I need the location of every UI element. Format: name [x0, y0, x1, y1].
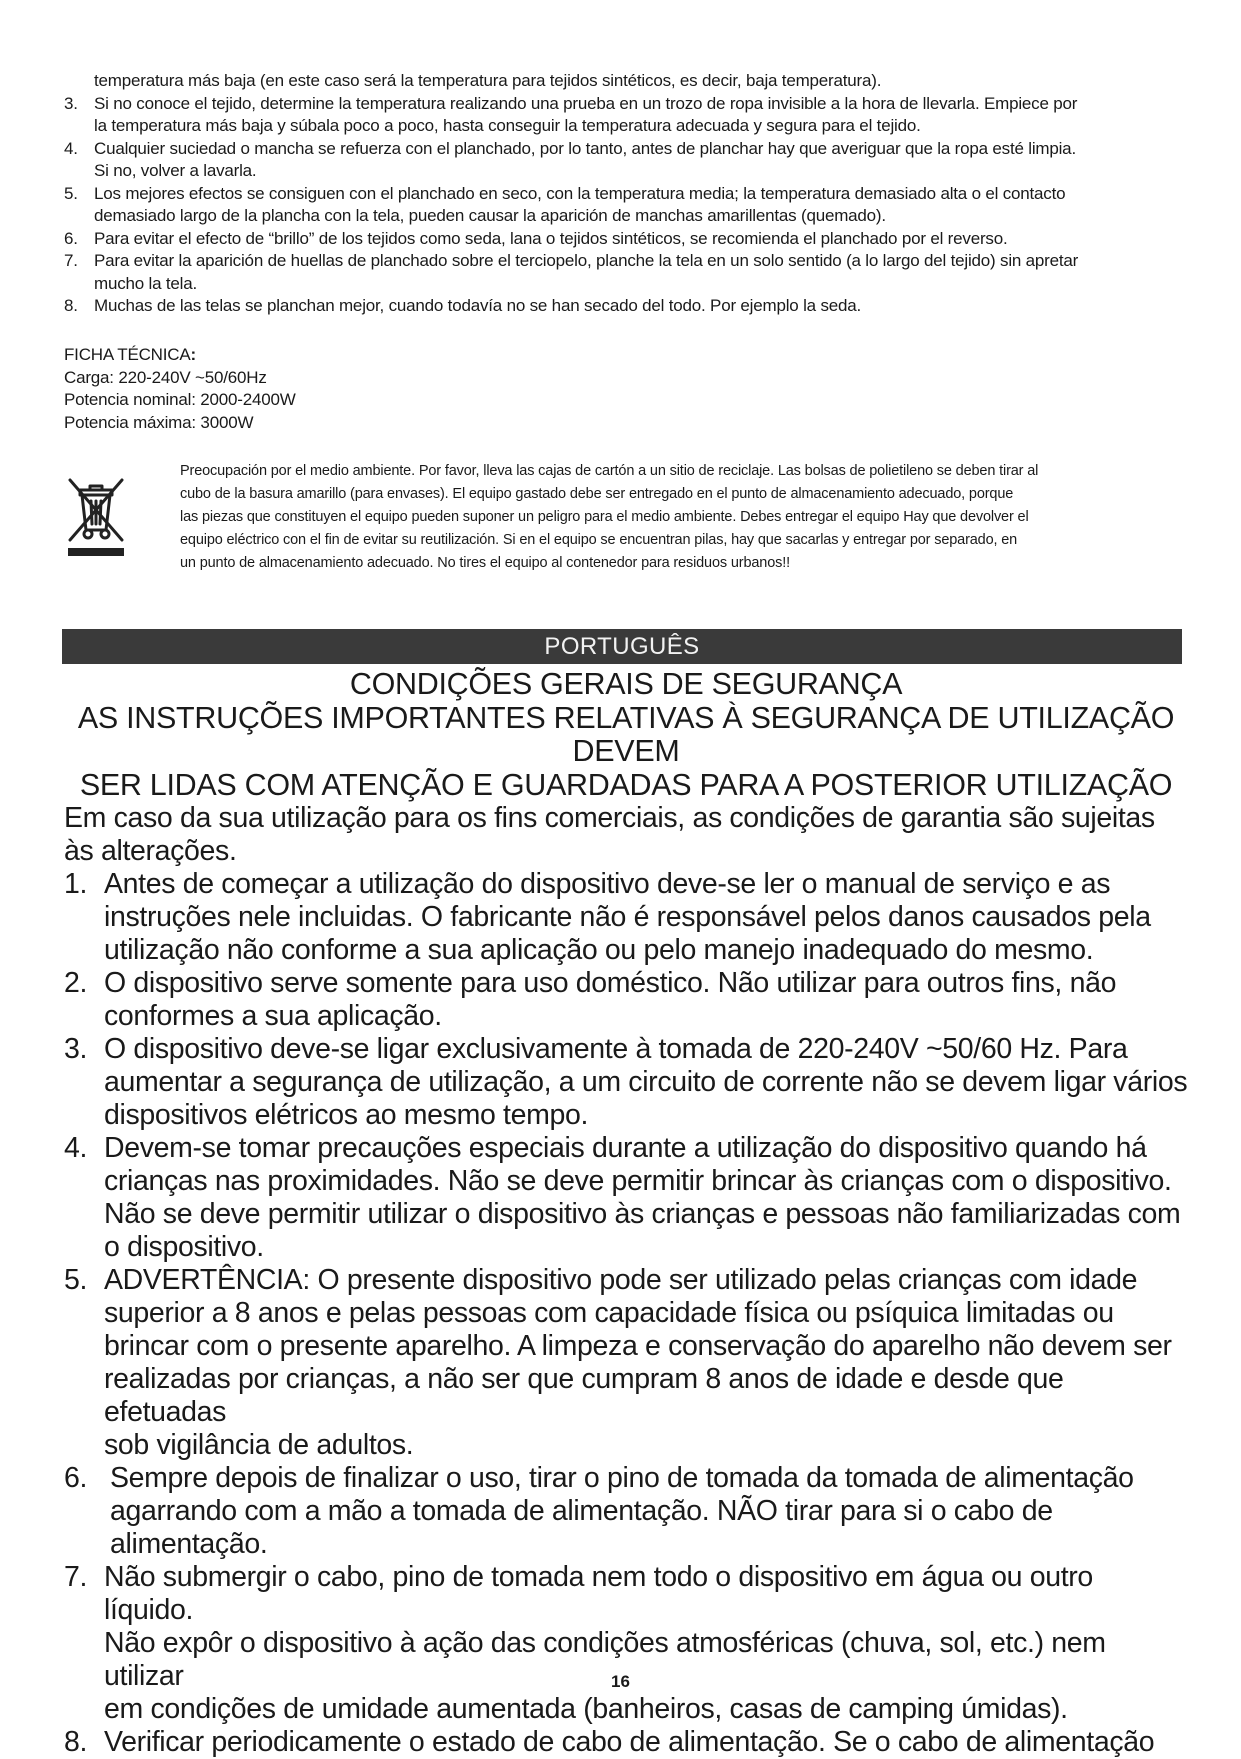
item-number: 8.	[64, 296, 78, 315]
list-item	[64, 1132, 1188, 1264]
item-line: Para evitar el efecto de “brillo” de los tejidos como seda, lana o tejidos sintéticos, se recomienda el planchado por el reverso.	[94, 228, 1008, 248]
notice-line: equipo eléctrico con el fin de evitar su reutilización. Si en el equipo se encuentran pilas, hay que sacarlas y entregar por separado, en	[180, 532, 1018, 548]
tech-sheet-line: Carga: 220-240V ~50/60Hz	[64, 367, 267, 387]
list-item	[64, 250, 1188, 295]
item-line: demasiado largo de la plancha con la tela, pueden causar la aparición de manchas amarillentas (quemado).	[94, 206, 886, 225]
item-number: 5.	[64, 183, 78, 203]
item-line: conformes a sua aplicação.	[104, 1000, 442, 1032]
item-line: Sempre depois de finalizar o uso, tirar o pino de tomada da tomada de alimentação	[110, 1462, 1134, 1494]
tech-sheet-heading: FICHA TÉCNICA:	[64, 345, 196, 364]
item-line: mucho la tela.	[94, 273, 198, 293]
item-line: instruções nele incluidas. O fabricante não é responsável pelos danos causados pela	[104, 901, 1151, 933]
item-line: O dispositivo serve somente para uso doméstico. Não utilizar para outros fins, não	[104, 967, 1117, 999]
tech-sheet-line: Potencia máxima: 3000W	[64, 412, 254, 432]
item-number: 7.	[64, 1561, 88, 1593]
item-line: Devem-se tomar precauções especiais durante a utilização do dispositivo quando há	[104, 1132, 1147, 1164]
list-item	[64, 295, 1188, 318]
list-item	[64, 1726, 1188, 1759]
notice-line: un punto de almacenamiento adecuado. No tires el equipo al contenedor para residuos urbanos!!	[180, 555, 790, 571]
heading-line: AS INSTRUÇÕES IMPORTANTES RELATIVAS À SEGURANÇA DE UTILIZAÇÃO DEVEM	[77, 700, 1175, 768]
item-line: Muchas de las telas se planchan mejor, cuando todavía no se han secado del todo. Por ejemplo la seda.	[94, 296, 862, 315]
intro-paragraph	[64, 802, 1188, 868]
item-number: 5.	[64, 1264, 88, 1296]
item-number: 3.	[64, 93, 78, 113]
item-line: agarrando com a mão a tomada de alimentação. NÃO tirar para si o cabo de	[110, 1495, 1053, 1527]
list-item	[64, 1561, 1188, 1726]
item-line: crianças nas proximidades. Não se deve permitir brincar às crianças com o dispositivo.	[104, 1165, 1172, 1197]
heading-line: CONDIÇÕES GERAIS DE SEGURANÇA	[349, 667, 903, 701]
item-line: Antes de começar a utilização do dispositivo deve-se ler o manual de serviço e as	[104, 868, 1111, 900]
item-line: Não submergir o cabo, pino de tomada nem todo o dispositivo em água ou outro líquido.	[104, 1561, 1093, 1626]
item-line: Não se deve permitir utilizar o dispositivo às crianças e pessoas não familiarizadas com	[104, 1198, 1181, 1230]
section-banner	[62, 629, 1182, 664]
item-line: em condições de umidade aumentada (banheiros, casas de camping úmidas).	[104, 1693, 1068, 1725]
item-line: realizadas por crianças, a não ser que cumpram 8 anos de idade e desde que efetuadas	[104, 1363, 1064, 1428]
list-item	[64, 1462, 1188, 1561]
item-number: 8.	[64, 1726, 88, 1758]
portuguese-section	[64, 668, 1188, 1759]
item-number: 4.	[64, 138, 78, 158]
environment-notice	[64, 460, 1188, 575]
item-line: Para evitar la aparición de huellas de planchado sobre el terciopelo, planche la tela en un solo sentido (a lo largo del tejido) sin apretar	[94, 251, 1079, 270]
spanish-instructions	[64, 70, 1188, 318]
item-line: Verificar periodicamente o estado de cabo de alimentação. Se o cabo de alimentação	[104, 1726, 1155, 1758]
item-line: Não expôr o dispositivo à ação das condições atmosféricas (chuva, sol, etc.) nem utilizar	[104, 1627, 1106, 1692]
list-item	[64, 1033, 1188, 1132]
safety-heading	[64, 668, 1188, 802]
list-item	[64, 1264, 1188, 1462]
item-line: Cualquier suciedad o mancha se refuerza con el planchado, por lo tanto, antes de planchar hay que averiguar que la ropa esté limpia.	[94, 138, 1076, 158]
section-banner-label: PORTUGUÊS	[544, 632, 700, 660]
item-line: brincar com o presente aparelho. A limpeza e conservação do aparelho não devem ser	[104, 1330, 1172, 1362]
item-line: superior a 8 anos e pelas pessoas com capacidade física ou psíquica limitadas ou	[104, 1297, 1114, 1329]
item-line: dispositivos elétricos ao mesmo tempo.	[104, 1099, 589, 1131]
notice-line: las piezas que constituyen el equipo pueden suponer un peligro para el medio ambiente. Debes entregar el equipo Hay que devolver el	[180, 509, 1029, 525]
list-item	[64, 228, 1188, 251]
item-number: 6.	[64, 1462, 88, 1494]
list-item	[64, 967, 1188, 1033]
item-number: 6.	[64, 228, 78, 248]
item-number: 7.	[64, 251, 78, 270]
item-line: o dispositivo.	[104, 1231, 264, 1263]
item-line: ADVERTÊNCIA: O presente dispositivo pode ser utilizado pelas crianças com idade	[104, 1264, 1138, 1296]
item-line: aumentar a segurança de utilização, a um circuito de corrente não se devem ligar vários	[104, 1066, 1188, 1098]
heading-line: SER LIDAS COM ATENÇÃO E GUARDADAS PARA A POSTERIOR UTILIZAÇÃO	[79, 767, 1173, 802]
item-number: 1.	[64, 868, 88, 900]
item-line: utilização não conforme a sua aplicação ou pelo manejo inadequado do mesmo.	[104, 934, 1094, 966]
notice-line: cubo de la basura amarillo (para envases). El equipo gastado debe ser entregado en el punto de almacenamiento adecuado, porque	[180, 486, 1014, 502]
list-item	[64, 138, 1188, 183]
spanish-continuation-line: temperatura más baja (en este caso será la temperatura para tejidos sintéticos, es decir, baja temperatura).	[94, 71, 882, 90]
item-line: Los mejores efectos se consiguen con el planchado en seco, con la temperatura media; la temperatura demasiado alta o el contacto	[94, 183, 1066, 203]
item-line: Si no, volver a lavarla.	[94, 161, 257, 180]
item-number: 4.	[64, 1132, 88, 1164]
item-line: la temperatura más baja y súbala poco a poco, hasta conseguir la temperatura adecuada y segura para el tejido.	[94, 116, 921, 135]
item-line: alimentação.	[110, 1528, 268, 1560]
item-number: 2.	[64, 967, 88, 999]
intro-line: Em caso da sua utilização para os fins comerciais, as condições de garantia são sujeitas	[64, 802, 1155, 834]
item-line: O dispositivo deve-se ligar exclusivamente à tomada de 220-240V ~50/60 Hz. Para	[104, 1033, 1128, 1065]
item-number: 3.	[64, 1033, 88, 1065]
item-line: sob vigilância de adultos.	[104, 1429, 414, 1461]
intro-line: às alterações.	[64, 835, 237, 867]
tech-sheet-line: Potencia nominal: 2000-2400W	[64, 390, 296, 409]
list-item	[64, 93, 1188, 138]
crossed-out-wheelie-bin-icon	[64, 460, 180, 575]
item-line: Si no conoce el tejido, determine la temperatura realizando una prueba en un trozo de ropa invisible a la hora de llevarla. Empiece por	[94, 93, 1078, 113]
notice-line: Preocupación por el medio ambiente. Por favor, lleva las cajas de cartón a un sitio de reciclaje. Las bolsas de polietileno se deben tirar al	[180, 463, 1039, 479]
tech-sheet	[64, 344, 296, 434]
list-item	[64, 868, 1188, 967]
list-item	[64, 183, 1188, 228]
page-number: 16	[611, 1672, 630, 1691]
